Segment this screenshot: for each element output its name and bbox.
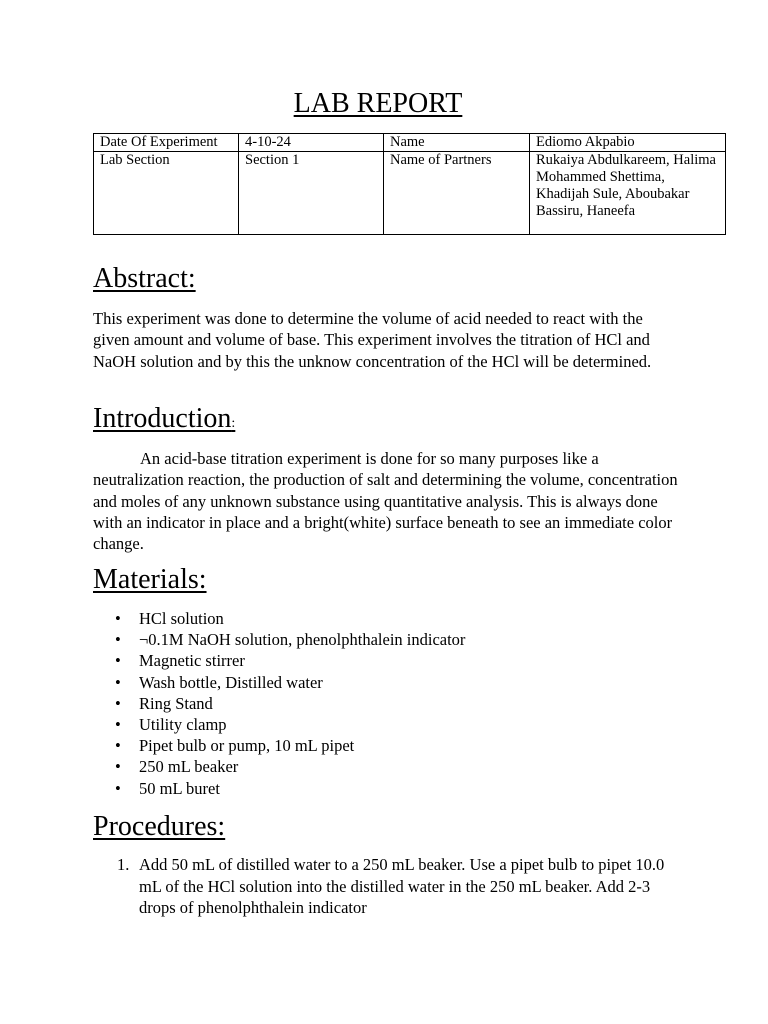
bullet-icon: • [115, 715, 121, 735]
list-item-text: Ring Stand [139, 693, 213, 713]
introduction-heading [93, 402, 235, 441]
list-item-text: Magnetic stirrer [139, 651, 245, 671]
partners-value: Rukaiya Abdulkareem, Halima Mohammed Shettima, Khadijah Sule, Aboubakar Bassiru, Haneefa [530, 152, 726, 235]
bullet-icon: • [115, 693, 121, 713]
materials-list [93, 608, 465, 799]
table-row [94, 134, 726, 152]
page-title: LAB REPORT [293, 88, 463, 119]
bullet-icon: • [115, 736, 121, 756]
list-item [93, 650, 465, 671]
list-item [93, 629, 465, 650]
list-item [93, 778, 465, 799]
bullet-icon: • [115, 757, 121, 777]
partners-label: Name of Partners [384, 152, 530, 235]
introduction-heading-text: Introduction [93, 403, 232, 434]
bullet-icon: • [115, 609, 121, 628]
list-item-text: 50 mL buret [139, 778, 220, 798]
abstract-text: This experiment was done to determine the volume of acid needed to react with the given amount and volume of base. This experiment involves the titration of HCl and NaOH solution and by this the unknow concentration of the HCl will be determined. [93, 309, 652, 371]
lab-section-label: Lab Section [94, 152, 239, 235]
list-item [93, 756, 465, 777]
table-row [94, 152, 726, 235]
materials-heading: Materials: [93, 564, 207, 595]
list-item [93, 608, 465, 629]
info-table [93, 133, 726, 235]
bullet-icon: • [115, 651, 121, 671]
list-item-text: HCl solution [139, 609, 224, 628]
lab-section-value: Section 1 [239, 152, 384, 235]
introduction-heading-suffix: : [231, 416, 236, 431]
name-label: Name [384, 134, 530, 152]
list-item [93, 854, 683, 919]
date-value: 4-10-24 [239, 134, 384, 152]
list-item-text: Pipet bulb or pump, 10 mL pipet [139, 736, 355, 756]
bullet-icon: • [115, 672, 121, 692]
list-item [93, 735, 465, 756]
abstract-heading: Abstract: [93, 263, 196, 294]
procedures-list [93, 854, 683, 919]
list-item-text: ¬0.1M NaOH solution, phenolphthalein indicator [139, 630, 466, 650]
name-value: Ediomo Akpabio [530, 134, 726, 152]
procedures-heading: Procedures: [93, 811, 226, 842]
list-item [93, 693, 465, 714]
list-item [93, 714, 465, 735]
step-number: 1. [117, 855, 130, 874]
introduction-text: An acid-base titration experiment is done for so many purposes like a neutralization reaction, the production of salt and determining the volume, concentration and moles of any unknown substance using quantitative analysis. This is always done with an indicator in place and a bright(white) surface beneath to see an immediate color change. [93, 449, 678, 554]
step-text: Add 50 mL of distilled water to a 250 mL beaker. Use a pipet bulb to pipet 10.0 mL of the HCl solution into the distilled water in the 250 mL beaker. Add 2-3 drops of phenolphthalein indicator [139, 855, 665, 917]
list-item-text: 250 mL beaker [139, 757, 239, 777]
date-label: Date Of Experiment [94, 134, 239, 152]
bullet-icon: • [115, 630, 121, 650]
bullet-icon: • [115, 778, 121, 798]
list-item [93, 672, 465, 693]
list-item-text: Wash bottle, Distilled water [139, 672, 323, 692]
list-item-text: Utility clamp [139, 715, 227, 735]
